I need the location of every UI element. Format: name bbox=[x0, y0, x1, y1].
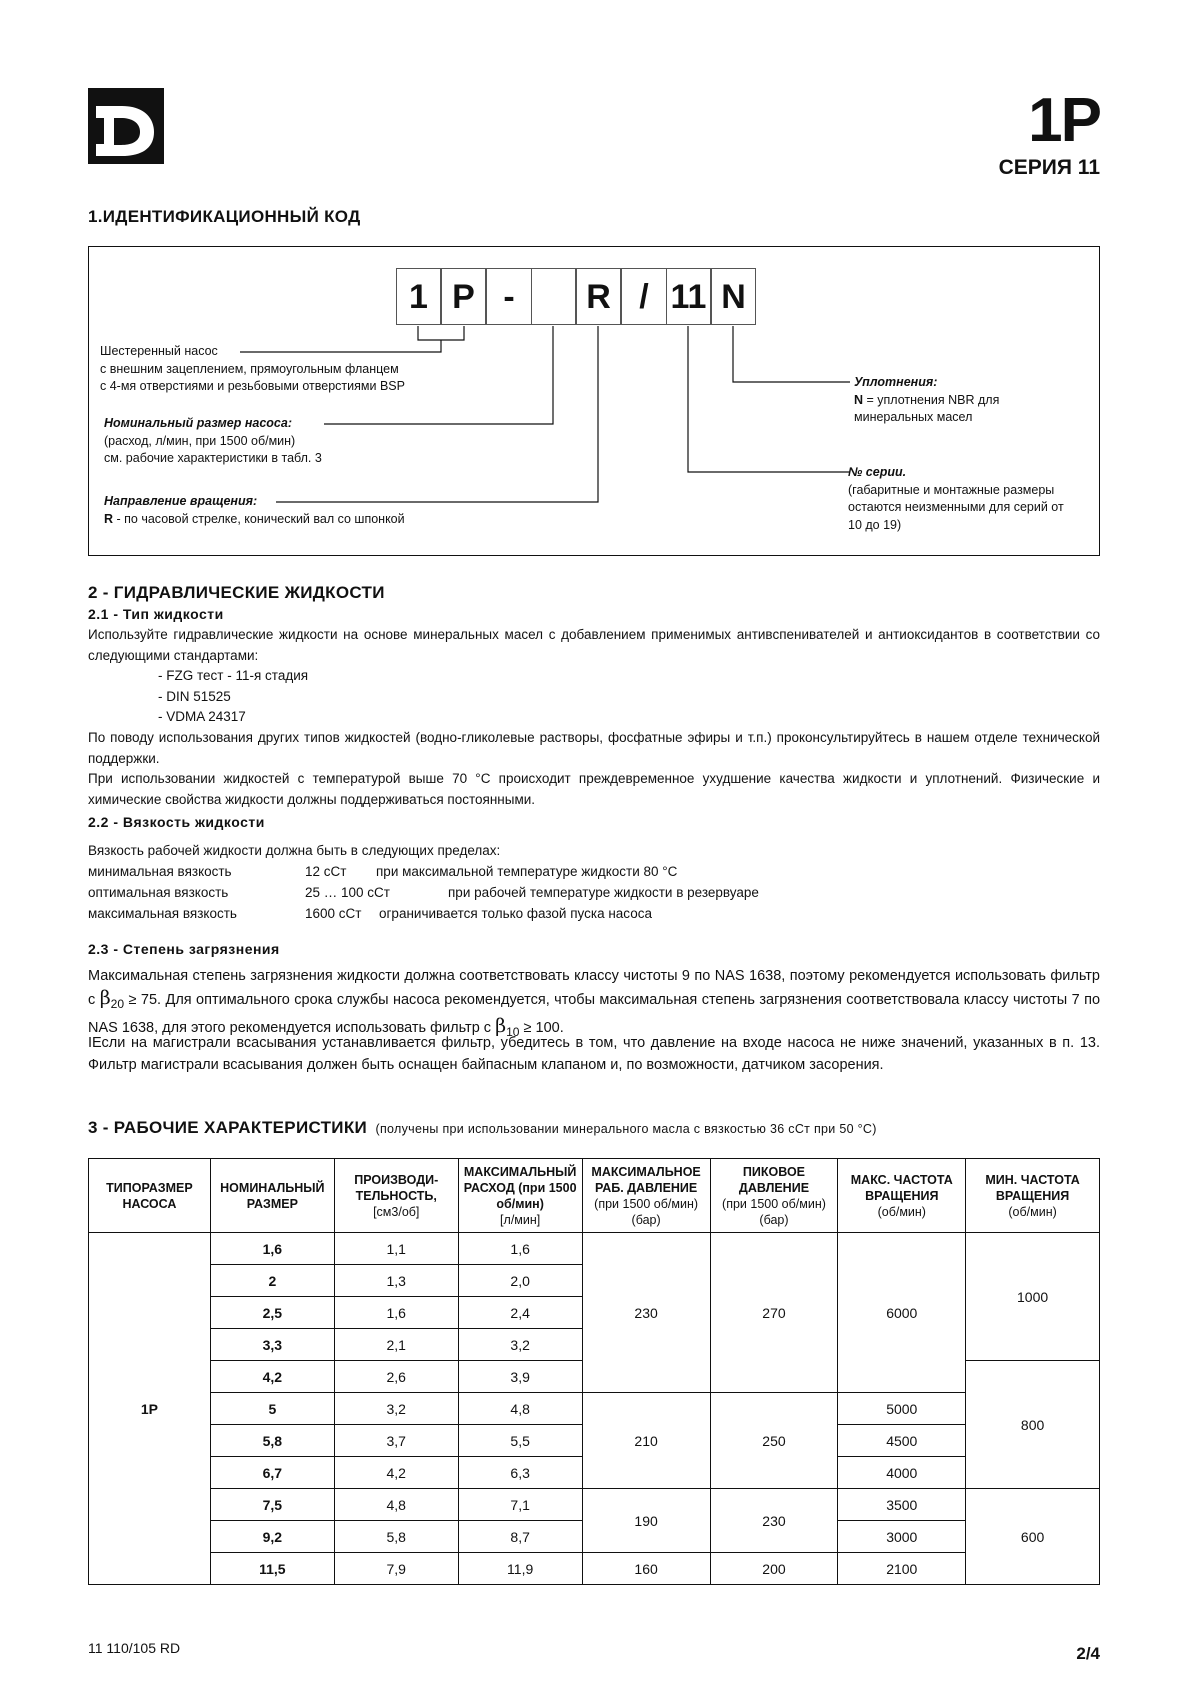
viscosity-list bbox=[88, 862, 828, 925]
section-1-title: 1.ИДЕНТИФИКАЦИОННЫЙ КОД bbox=[88, 207, 361, 226]
code-cell bbox=[531, 268, 576, 325]
subsection-2-1-title: 2.1 - Тип жидкости bbox=[88, 606, 224, 622]
document-number: 11 110/105 RD bbox=[88, 1640, 181, 1656]
page-number: 2/4 bbox=[1076, 1644, 1100, 1663]
table-row: 11,5 7,9 11,9 160 200 2100 bbox=[89, 1553, 1100, 1585]
pump-description: Шестеренный насос с внешним зацеплением, прямоугольным фланцем с 4-мя отверстиями и резьбовыми отверстиями BSP bbox=[100, 344, 405, 393]
viscosity-row: максимальная вязкость 1600 сСт ограничивается только фазой пуска насоса bbox=[88, 906, 652, 921]
section-3-title: 3 - РАБОЧИЕ ХАРАКТЕРИСТИКИ bbox=[88, 1118, 368, 1137]
suction-filter-paragraph: IЕсли на магистрали всасывания устанавливается фильтр, убедитесь в том, что давление на входе насоса не ниже значений, указанных в п. 13. Фильтр магистрали всасывания должен быть оснащен байпасным клапаном и, по возможности, датчиком засорения. bbox=[88, 1035, 1100, 1073]
table-row: 9,2 5,8 8,7 3000 bbox=[89, 1521, 1100, 1553]
fluid-type-paragraph: Используйте гидравлические жидкости на основе минеральных масел с добавлением применимых антивспенивателей и антиоксидантов в соответствии со следующими стандартами: bbox=[88, 627, 1100, 663]
table-row: 6,7 4,2 6,3 4000 bbox=[89, 1457, 1100, 1489]
code-cell: - bbox=[486, 268, 531, 325]
table-row: 2,5 1,6 2,4 bbox=[89, 1297, 1100, 1329]
code-cell: / bbox=[621, 268, 666, 325]
header-min-speed: МИН. ЧАСТОТА ВРАЩЕНИЯ (об/мин) bbox=[966, 1159, 1100, 1233]
table-row: 2 1,3 2,0 bbox=[89, 1265, 1100, 1297]
viscosity-intro: Вязкость рабочей жидкости должна быть в следующих пределах: bbox=[88, 843, 501, 858]
header-peak-pressure: ПИКОВОЕ ДАВЛЕНИЕ (при 1500 об/мин) (бар) bbox=[710, 1159, 838, 1233]
viscosity-row: минимальная вязкость 12 сСт при максимальной температуре жидкости 80 °С bbox=[88, 864, 678, 879]
seals-description: Уплотнения: N = уплотнения NBR для минеральных масел bbox=[854, 375, 1000, 424]
table-row: 4,2 2,6 3,9 800 bbox=[89, 1361, 1100, 1393]
table-row: 1P 1,6 1,1 1,6 230 270 6000 1000 bbox=[89, 1233, 1100, 1265]
table-row: 5 3,2 4,8 210 250 5000 bbox=[89, 1393, 1100, 1425]
table-row: 3,3 2,1 3,2 bbox=[89, 1329, 1100, 1361]
model-title: 1P bbox=[1028, 86, 1100, 155]
header-displacement: ПРОИЗВОДИ-ТЕЛЬНОСТЬ, [см3/об] bbox=[334, 1159, 458, 1233]
header-max-flow: МАКСИМАЛЬНЫЙ РАСХОД (при 1500 об/мин) [л/мин] bbox=[458, 1159, 582, 1233]
contamination-paragraph: Максимальная степень загрязнения жидкости должна соответствовать классу чистоты 9 по NAS 1638, поэтому рекомендуется использовать фильтр с $\beta_{20} \ge 75$. Для оптимального срока службы насоса рекомендуется, чтобы максимальная степень загрязнения соответствовала классу чистоты 7 по NAS 1638, для этого рекомендуется использовать фильтр с $\beta_{10} \ge 100$. bbox=[88, 968, 1101, 1039]
subsection-2-2-title: 2.2 - Вязкость жидкости bbox=[88, 814, 265, 830]
section-3-subtitle: (получены при использовании минерального масла с вязкостью 36 сСт при 50 °С) bbox=[375, 1122, 877, 1136]
table-header-row bbox=[89, 1159, 1100, 1233]
table-row: 7,5 4,8 7,1 190 230 3500 600 bbox=[89, 1489, 1100, 1521]
series-title: СЕРИЯ 11 bbox=[998, 156, 1100, 179]
header-max-pressure: МАКСИМАЛЬНОЕ РАБ. ДАВЛЕНИЕ (при 1500 об/мин) (бар) bbox=[582, 1159, 710, 1233]
company-logo bbox=[88, 88, 164, 164]
code-cell: R bbox=[576, 268, 621, 325]
temperature-paragraph: При использовании жидкостей с температурой выше 70 °С происходит преждевременное ухудшение качества жидкости и уплотнений. Физические и химические свойства жидкости должны поддерживаться постоянными. bbox=[88, 771, 1100, 807]
section-3-heading bbox=[88, 1118, 877, 1138]
rotation-description: Направление вращения: R - по часовой стрелке, конический вал со шпонкой bbox=[104, 494, 405, 526]
standards-list: - FZG тест - 11-я стадия - DIN 51525 - VDMA 24317 bbox=[158, 668, 309, 724]
pump-type-cell: 1P bbox=[89, 1233, 211, 1585]
code-cell: 1 bbox=[396, 268, 441, 325]
code-cell: P bbox=[441, 268, 486, 325]
subsection-2-3-title: 2.3 - Степень загрязнения bbox=[88, 941, 280, 957]
code-cell: 11 bbox=[666, 268, 711, 325]
series-description: № серии. (габаритные и монтажные размеры остаются неизменными для серий от 10 до 19) bbox=[848, 465, 1064, 532]
code-cell: N bbox=[711, 268, 756, 325]
header-nominal-size: НОМИНАЛЬНЫЙ РАЗМЕР bbox=[210, 1159, 334, 1233]
viscosity-row: оптимальная вязкость 25 … 100 сСт при рабочей температуре жидкости в резервуаре bbox=[88, 885, 759, 900]
other-fluids-paragraph: По поводу использования других типов жидкостей (водно-гликолевые растворы, фосфатные эфиры и т.п.) проконсультируйтесь в нашем отделе технической поддержки. bbox=[88, 730, 1100, 766]
size-description: Номинальный размер насоса: (расход, л/мин, при 1500 об/мин) см. рабочие характеристики в табл. 3 bbox=[104, 416, 322, 465]
table-row: 5,8 3,7 5,5 4500 bbox=[89, 1425, 1100, 1457]
section-2-title: 2 - ГИДРАВЛИЧЕСКИЕ ЖИДКОСТИ bbox=[88, 583, 385, 602]
header-max-speed: МАКС. ЧАСТОТА ВРАЩЕНИЯ (об/мин) bbox=[838, 1159, 966, 1233]
performance-table bbox=[88, 1158, 1100, 1585]
header-pump-type: ТИПОРАЗМЕР НАСОСА bbox=[89, 1159, 211, 1233]
